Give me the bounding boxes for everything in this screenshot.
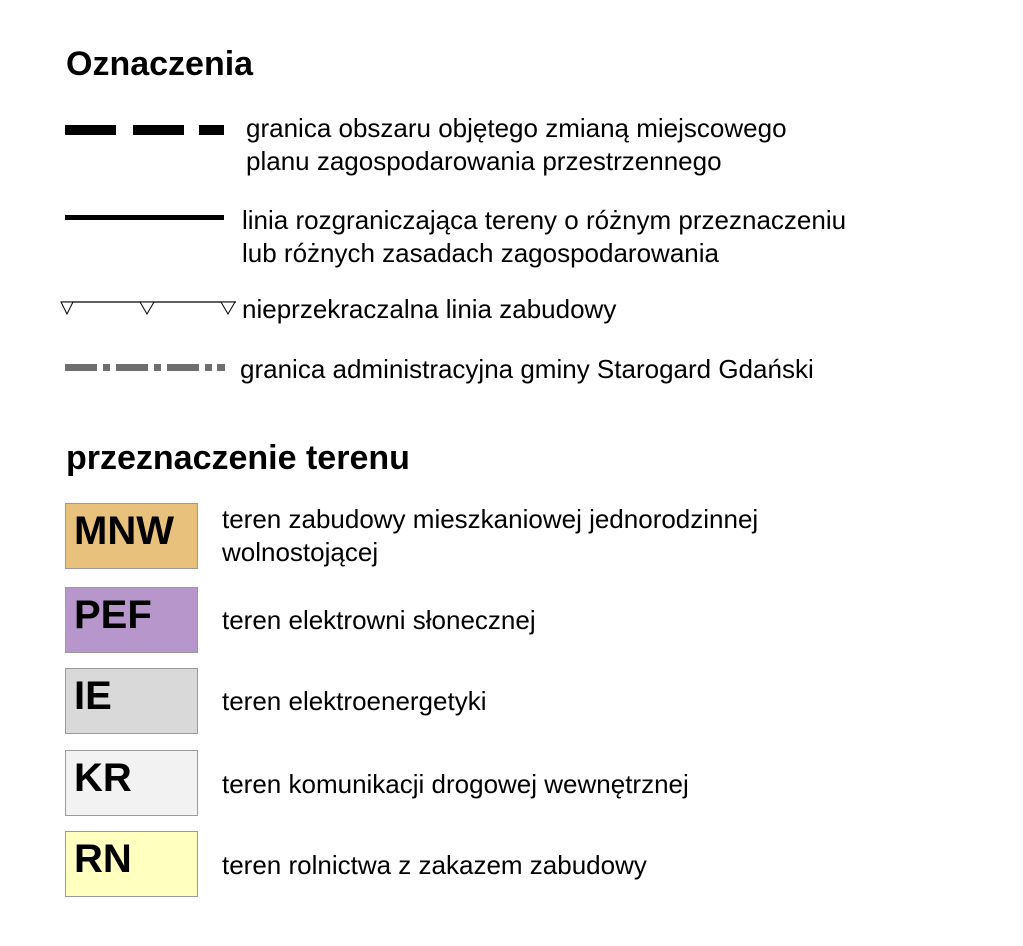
zone-swatch	[65, 831, 198, 897]
thick-dashed-line-icon	[58, 121, 228, 141]
zone-description	[222, 685, 486, 718]
dash-dot-line-icon	[58, 359, 228, 379]
zone-description-line: teren zabudowy mieszkaniowej jednorodzinnej	[222, 504, 759, 534]
zone-description	[222, 604, 536, 637]
legend-item-label	[246, 112, 787, 178]
zone-swatch	[65, 668, 198, 734]
zone-description-line: teren elektroenergetyki	[222, 686, 487, 716]
zone-description-line: teren rolnictwa z zakazem zabudowy	[222, 850, 647, 880]
building-line-triangles-icon	[58, 300, 228, 324]
solid-line-icon	[58, 210, 228, 230]
legend-item-label	[242, 293, 616, 326]
zone-swatch	[65, 750, 198, 816]
legend-item-label-line: linia rozgraniczająca tereny o różnym przeznaczeniu	[242, 205, 847, 235]
zone-code: PEF	[74, 593, 152, 637]
zone-swatch	[65, 587, 198, 653]
zone-description	[222, 768, 689, 801]
legend-item-label-line: granica administracyjna gminy Starogard Gdański	[240, 354, 814, 384]
legend-item-label-line: granica obszaru objętego zmianą miejscowego	[246, 113, 787, 143]
zone-swatch	[65, 503, 198, 569]
legend-item-label-line: planu zagospodarowania przestrzennego	[246, 146, 722, 176]
legend-item-label-line: lub różnych zasadach zagospodarowania	[242, 238, 719, 268]
legend-title: Oznaczenia	[66, 45, 254, 83]
zone-code: RN	[74, 837, 132, 881]
land-use-title: przeznaczenie terenu	[66, 439, 410, 477]
legend-item-label-line: nieprzekraczalna linia zabudowy	[242, 294, 617, 324]
zone-description	[222, 849, 647, 882]
zone-code: IE	[74, 674, 112, 718]
legend-item-label	[242, 204, 846, 270]
zone-description-line: teren komunikacji drogowej wewnętrznej	[222, 769, 689, 799]
zone-code: KR	[74, 756, 132, 800]
zone-description	[222, 503, 758, 569]
zone-code: MNW	[74, 509, 174, 553]
zone-description-line: teren elektrowni słonecznej	[222, 605, 536, 635]
legend-item-label	[240, 353, 814, 386]
zone-description-line: wolnostojącej	[222, 537, 379, 567]
